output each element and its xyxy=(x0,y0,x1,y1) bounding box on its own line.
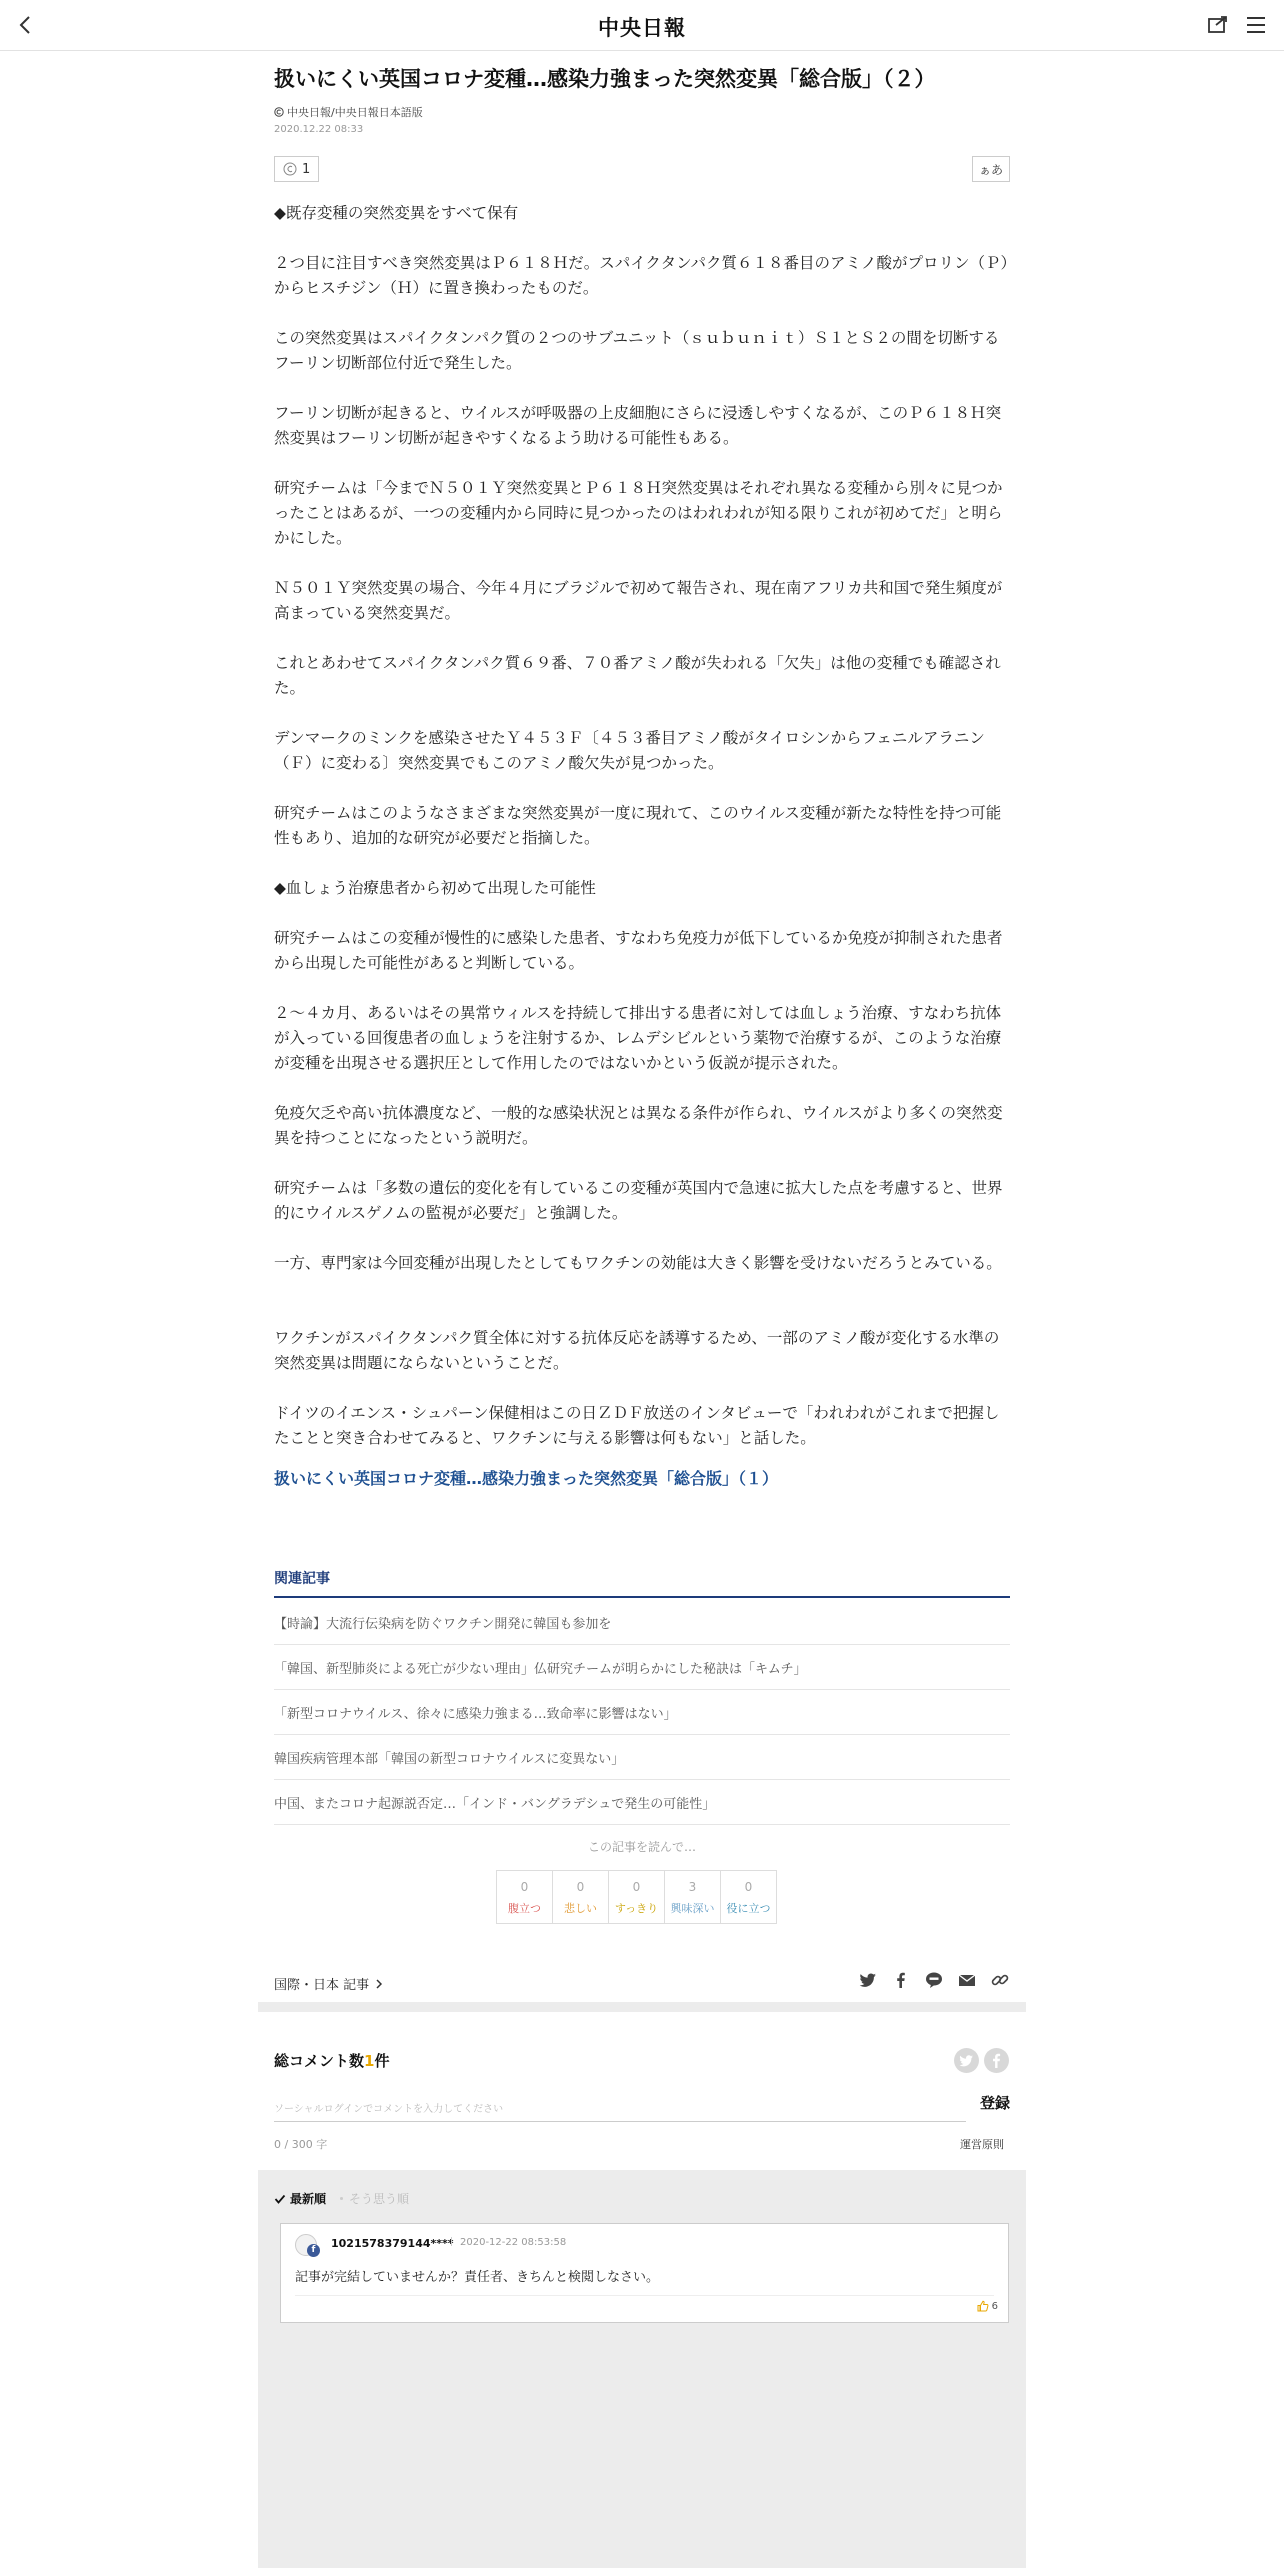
mail-icon xyxy=(957,1970,977,1990)
article-paragraph: 研究チームはこの変種が慢性的に感染した患者、すなわち免疫力が低下しているか免疫が抑制された患者から出現した可能性があると判断している。 xyxy=(274,929,1003,972)
article-paragraph: 一方、専門家は今回変種が出現したとしてもワクチンの効能は大きく影響を受けないだろうとみている。 xyxy=(274,1254,1002,1272)
link-icon xyxy=(990,1970,1010,1990)
comment-input[interactable]: ソーシャルログインでコメントを入力してください xyxy=(274,2094,966,2122)
site-logo[interactable]: 中央日報 xyxy=(598,15,686,40)
article-paragraph: 研究チームは「今までＮ５０１Ｙ突然変異とＰ６１８Ｈ突然変異はそれぞれ異なる変種から別々に見つかったことはあるが、一つの変種内から同時に見つかったのはわれわれが知る限りこれが初めてだ」と明らかにした。 xyxy=(274,479,1003,547)
reaction-label: すっきり xyxy=(614,1902,659,1915)
line-icon xyxy=(924,1970,944,1990)
menu-button[interactable] xyxy=(1243,12,1269,38)
article-paragraph: デンマークのミンクを感染させたＹ４５３Ｆ〔４５３番目アミノ酸がタイロシンからフェニルアラニン（Ｆ）に変わる〕突然変異でもこのアミノ酸欠失が見つかった。 xyxy=(274,729,985,772)
previous-part-link[interactable]: 扱いにくい英国コロナ変種…感染力強まった突然変異「総合版」（１） xyxy=(274,1469,779,1488)
article-paragraph: フーリン切断が起きると、ウイルスが呼吸器の上皮細胞にさらに浸透しやすくなるが、このＰ６１８Ｈ突然変異はフーリン切断が起きやすくなるよう助ける可能性もある。 xyxy=(274,404,1002,447)
related-articles-list xyxy=(274,1600,1010,1825)
thumbs-up-icon xyxy=(977,2300,989,2312)
article-date: 2020.12.22 08:33 xyxy=(274,124,364,135)
email-share-button[interactable] xyxy=(957,1970,977,1990)
comment-user: 1021578379144**** xyxy=(331,2237,454,2250)
reaction-refreshed-button[interactable] xyxy=(608,1870,665,1924)
comment-icon xyxy=(283,162,297,176)
divider xyxy=(295,2295,994,2296)
share-buttons xyxy=(858,1970,1010,1990)
article-paragraph: ２～４カ月、あるいはその異常ウィルスを持続して排出する患者に対しては血しょう治療、すなわち抗体が入っている回復患者の血しょうを注射するか、レムデシビルという薬物で治療するが、このような治療が変種を出現させる選択圧として作用したのではないかという仮説が提示された。 xyxy=(274,1004,1002,1072)
related-article-link[interactable]: 【時論】大流行伝染病を防ぐワクチン開発に韓国も参加を xyxy=(274,1600,1010,1645)
reaction-angry-button[interactable] xyxy=(496,1870,553,1924)
article-paragraph: 研究チームは「多数の遺伝的変化を有しているこの変種が英国内で急速に拡大した点を考慮すると、世界的にウイルスゲノムの監視が必要だ」と強調した。 xyxy=(274,1179,1003,1222)
sort-like-tab[interactable] xyxy=(340,2190,409,2207)
article-title: 扱いにくい英国コロナ変種…感染力強まった突然変異「総合版」（２） xyxy=(274,67,936,91)
reaction-label: 腹立つ xyxy=(508,1902,541,1915)
like-button[interactable] xyxy=(977,2300,998,2312)
sort-like-label: そう思う順 xyxy=(349,2192,410,2206)
article-paragraph: ２つ目に注目すべき突然変異はＰ６１８Ｈだ。スパイクタンパク質６１８番目のアミノ酸がプロリン（Ｐ）からヒスチジン（Ｈ）に置き換わったものだ。 xyxy=(274,254,1009,297)
facebook-icon xyxy=(984,2048,1009,2073)
article-paragraph: 研究チームはこのようなさまざまな突然変異が一度に現れて、このウイルス変種が新たな特性を持つ可能性もあり、追加的な研究が必要だと指摘した。 xyxy=(274,804,1002,847)
reaction-count: 0 xyxy=(632,1880,641,1894)
article-paragraph: Ｎ５０１Ｙ突然変異の場合、今年４月にブラジルで初めて報告され、現在南アフリカ共和国で発生頻度が高まっている突然変異だ。 xyxy=(274,579,1003,622)
copy-link-button[interactable] xyxy=(990,1970,1010,1990)
related-articles-header: 関連記事 xyxy=(274,1568,1010,1598)
article-paragraph: 免疫欠乏や高い抗体濃度など、一般的な感染状況とは異なる条件が作られ、ウイルスがより多くの突然変異を持つことになったという説明だ。 xyxy=(274,1104,1003,1147)
twitter-icon xyxy=(954,2048,979,2073)
comment-total xyxy=(274,2050,389,2071)
top-bar xyxy=(0,0,1284,51)
check-icon xyxy=(274,2193,286,2205)
article-paragraph: ワクチンがスパイクタンパク質全体に対する抗体反応を誘導するため、一部のアミノ酸が変化する水準の突然変異は問題にならないということだ。 xyxy=(274,1329,1000,1372)
article-paragraph: この突然変異はスパイクタンパク質の２つのサブユニット（ｓｕｂｕｎｉｔ）Ｓ１とＳ２の間を切断するフーリン切断部位付近で発生した。 xyxy=(274,329,1000,372)
article-paragraph: ◆既存変種の突然変異をすべて保有 xyxy=(274,204,519,222)
reaction-helpful-button[interactable] xyxy=(720,1870,777,1924)
article-paragraph: ◆血しょう治療患者から初めて出現した可能性 xyxy=(274,879,596,897)
facebook-login-button[interactable] xyxy=(984,2048,1009,2073)
reaction-sad-button[interactable] xyxy=(552,1870,609,1924)
related-article-link[interactable]: 中国、またコロナ起源説否定…「インド・バングラデシュで発生の可能性」 xyxy=(274,1780,1010,1825)
twitter-login-button[interactable] xyxy=(954,2048,979,2073)
like-count: 6 xyxy=(991,2300,998,2312)
comment-total-label: 総コメント数 xyxy=(274,2052,365,2070)
comment-total-suffix: 件 xyxy=(374,2052,390,2070)
comment-text: 記事が完結していませんか？責任者、きちんと検閲しなさい。 xyxy=(295,2270,660,2285)
sort-latest-label: 最新順 xyxy=(290,2192,327,2206)
reaction-label: 役に立つ xyxy=(726,1902,771,1915)
facebook-icon: f xyxy=(307,2244,320,2257)
article-paragraph: ドイツのイエンス・シュパーン保健相はこの日ＺＤＦ放送のインタビューで「われわれがこれまで把握したことと突き合わせてみると、ワクチンに与える影響は何もない」と話した。 xyxy=(274,1404,1000,1447)
comment-form xyxy=(258,2012,1026,2170)
reaction-interesting-button[interactable] xyxy=(664,1870,721,1924)
twitter-share-button[interactable] xyxy=(858,1970,878,1990)
share-icon xyxy=(1205,12,1231,38)
comment-count: 1 xyxy=(302,161,311,177)
sort-latest-tab[interactable] xyxy=(274,2190,326,2207)
menu-icon xyxy=(1243,12,1269,38)
article-source-text: 中央日報/中央日報日本語版 xyxy=(287,106,423,119)
register-button[interactable]: 登録 xyxy=(980,2094,1011,2112)
share-button[interactable] xyxy=(1205,12,1231,38)
related-article-link[interactable]: 韓国疾病管理本部「韓国の新型コロナウイルスに変異ない」 xyxy=(274,1735,1010,1780)
social-login-buttons xyxy=(954,2048,1009,2073)
twitter-icon xyxy=(858,1970,878,1990)
comment-date: 2020-12-22 08:53:58 xyxy=(451,2237,566,2248)
reaction-count: 3 xyxy=(688,1880,697,1894)
line-share-button[interactable] xyxy=(924,1970,944,1990)
article-paragraph: これとあわせてスパイクタンパク質６９番、７０番アミノ酸が失われる「欠失」は他の変種でも確認された。 xyxy=(274,654,1001,697)
comment-item xyxy=(280,2223,1009,2323)
reaction-count: 0 xyxy=(744,1880,753,1894)
copyright-icon xyxy=(274,107,284,117)
reaction-label: 悲しい xyxy=(564,1902,597,1915)
article-source xyxy=(274,104,1010,120)
reaction-label: 興味深い xyxy=(670,1902,715,1915)
reaction-count: 0 xyxy=(576,1880,585,1894)
font-size-button[interactable]: ぁあ xyxy=(972,156,1010,182)
comment-total-count: 1 xyxy=(364,2052,375,2070)
char-count: 0 / 300 字 xyxy=(274,2138,328,2151)
comment-count-button[interactable] xyxy=(274,156,319,182)
chevron-right-icon xyxy=(375,1978,383,1990)
related-article-link[interactable]: 「新型コロナウイルス、徐々に感染力強まる…致命率に影響はない」 xyxy=(274,1690,1010,1735)
related-article-link[interactable]: 「韓国、新型肺炎による死亡が少ない理由」仏研究チームが明らかにした秘訣は「キムチ」 xyxy=(274,1645,1010,1690)
category-link[interactable] xyxy=(274,1974,383,1993)
reaction-buttons xyxy=(497,1870,777,1924)
reaction-count: 0 xyxy=(520,1880,529,1894)
separator-dot xyxy=(340,2197,343,2200)
facebook-icon xyxy=(891,1970,911,1990)
reaction-title: この記事を読んで… xyxy=(587,1840,696,1854)
facebook-share-button[interactable] xyxy=(891,1970,911,1990)
rules-link[interactable]: 運営原則 xyxy=(960,2138,1004,2151)
category-label: 国際・日本 記事 xyxy=(274,1978,370,1993)
